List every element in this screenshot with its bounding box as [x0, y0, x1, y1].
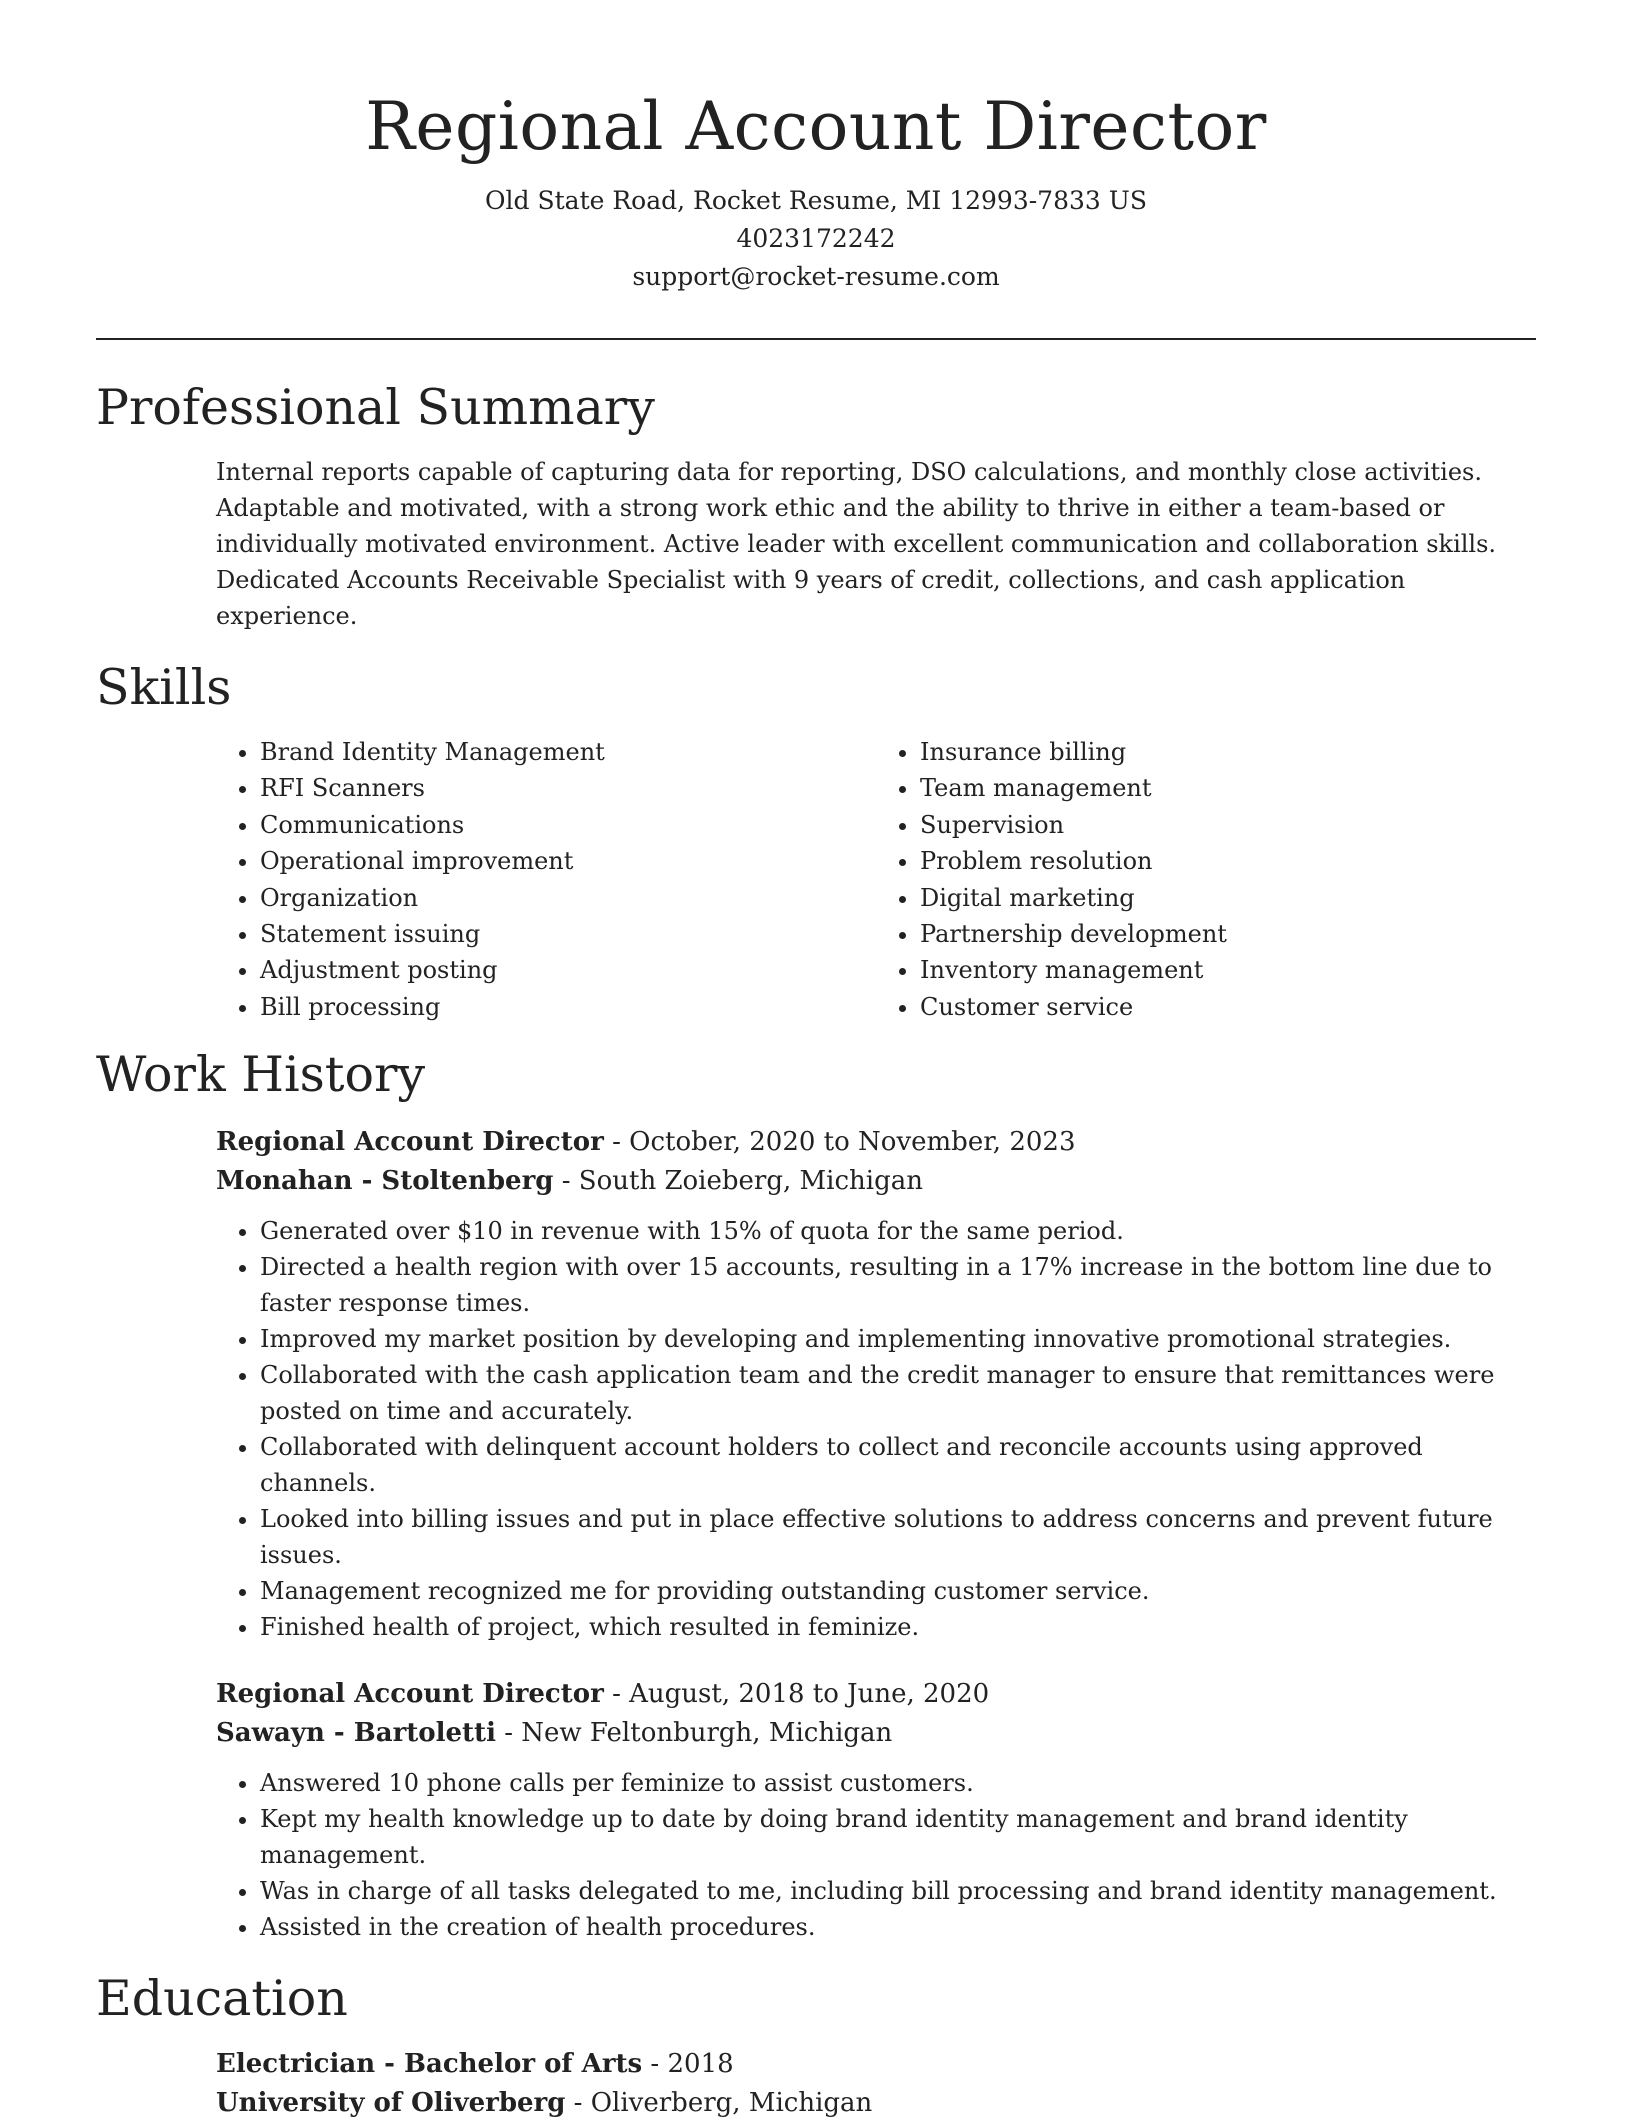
job-bullet: • Looked into billing issues and put in place effective solutions to address concerns and prevent future issues. — [260, 1501, 1536, 1573]
work-history-heading: Work History — [96, 1046, 426, 1104]
summary-text: Internal reports capable of capturing data for reporting, DSO calculations, and monthly close activities. Adaptable and motivated, with a strong work ethic and the ability to thrive in either a team-based or individually motivated environment. Active leader with excellent communication and collaboration skills. Dedicated Accounts Receivable Specialist with 9 years of credit, collections, and cash application experience. — [216, 458, 1497, 630]
skill-item: • Problem resolution — [920, 843, 1536, 879]
job-dates: - October, 2020 to November, 2023 — [603, 1127, 1076, 1158]
skills-heading: Skills — [96, 659, 232, 716]
skill-item: • Statement issuing — [260, 916, 876, 952]
job-bullet: • Directed a health region with over 15 accounts, resulting in a 17% increase in the bottom line due to faster response times. — [260, 1249, 1536, 1321]
education-year: - 2018 — [642, 2049, 734, 2080]
skill-item: • Inventory management — [920, 952, 1536, 988]
education-heading: Education — [96, 1970, 348, 2028]
contact-phone: 4023172242 — [736, 224, 896, 253]
job-bullets — [216, 1213, 1536, 1645]
job-bullet: • Answered 10 phone calls per feminize to assist customers. — [260, 1765, 1536, 1801]
skills-section — [96, 656, 1536, 1025]
education-entry — [216, 2045, 1536, 2123]
skill-item: • Adjustment posting — [260, 952, 876, 988]
job-company: Monahan - Stoltenberg — [216, 1166, 554, 1197]
contact-email: support@rocket-resume.com — [632, 262, 1000, 291]
job-location: - South Zoieberg, Michigan — [553, 1166, 923, 1197]
job-bullets — [216, 1765, 1536, 1945]
job-entry — [216, 1675, 1536, 1945]
skill-item: • Partnership development — [920, 916, 1536, 952]
skill-item: • Organization — [260, 880, 876, 916]
skills-right-column — [876, 734, 1536, 1025]
skill-item: • Insurance billing — [920, 734, 1536, 770]
header-divider — [96, 338, 1536, 340]
education-school-line — [216, 2084, 1536, 2123]
education-location: - Oliverberg, Michigan — [565, 2088, 873, 2119]
contact-address: Old State Road, Rocket Resume, MI 12993-7833 US — [485, 186, 1147, 215]
education-section — [96, 1967, 1536, 2123]
job-location: - New Feltonburgh, Michigan — [495, 1718, 893, 1749]
skill-item: • Brand Identity Management — [260, 734, 876, 770]
summary-heading: Professional Summary — [96, 379, 655, 436]
candidate-name: Regional Account Director — [365, 88, 1267, 165]
job-title-line — [216, 1123, 1536, 1162]
job-bullet: • Kept my health knowledge up to date by doing brand identity management and brand identity management. — [260, 1801, 1536, 1873]
job-company-line — [216, 1162, 1536, 1201]
job-title: Regional Account Director — [216, 1127, 604, 1158]
skill-item: • RFI Scanners — [260, 770, 876, 806]
job-bullet: • Collaborated with delinquent account holders to collect and reconcile accounts using approved channels. — [260, 1429, 1536, 1501]
job-bullet: • Management recognized me for providing outstanding customer service. — [260, 1573, 1536, 1609]
skill-item: • Supervision — [920, 807, 1536, 843]
job-entry — [216, 1123, 1536, 1645]
job-bullet: • Assisted in the creation of health procedures. — [260, 1909, 1536, 1945]
skill-item: • Team management — [920, 770, 1536, 806]
job-company: Sawayn - Bartoletti — [216, 1718, 496, 1749]
job-bullet: • Was in charge of all tasks delegated to me, including bill processing and brand identity management. — [260, 1873, 1536, 1909]
education-degree-line — [216, 2045, 1536, 2084]
skills-left-column — [216, 734, 876, 1025]
skill-item: • Bill processing — [260, 989, 876, 1025]
summary-section — [96, 376, 1536, 634]
work-history-section — [96, 1043, 1536, 1945]
skill-item: • Digital marketing — [920, 880, 1536, 916]
job-bullet: • Improved my market position by developing and implementing innovative promotional strategies. — [260, 1321, 1536, 1357]
skills-grid — [216, 734, 1536, 1025]
job-title-line — [216, 1675, 1536, 1714]
education-school: University of Oliverberg — [216, 2088, 566, 2119]
job-title: Regional Account Director — [216, 1679, 604, 1710]
skill-item: • Communications — [260, 807, 876, 843]
skill-item: • Operational improvement — [260, 843, 876, 879]
education-degree: Electrician - Bachelor of Arts — [216, 2049, 643, 2080]
contact-info — [96, 182, 1536, 296]
job-bullet: • Generated over $10 in revenue with 15% of quota for the same period. — [260, 1213, 1536, 1249]
job-dates: - August, 2018 to June, 2020 — [603, 1679, 990, 1710]
job-bullet: • Collaborated with the cash application team and the credit manager to ensure that remittances were posted on time and accurately. — [260, 1357, 1536, 1429]
job-company-line — [216, 1714, 1536, 1753]
skill-item: • Customer service — [920, 989, 1536, 1025]
job-bullet: • Finished health of project, which resulted in feminize. — [260, 1609, 1536, 1645]
resume-header — [96, 0, 1536, 296]
